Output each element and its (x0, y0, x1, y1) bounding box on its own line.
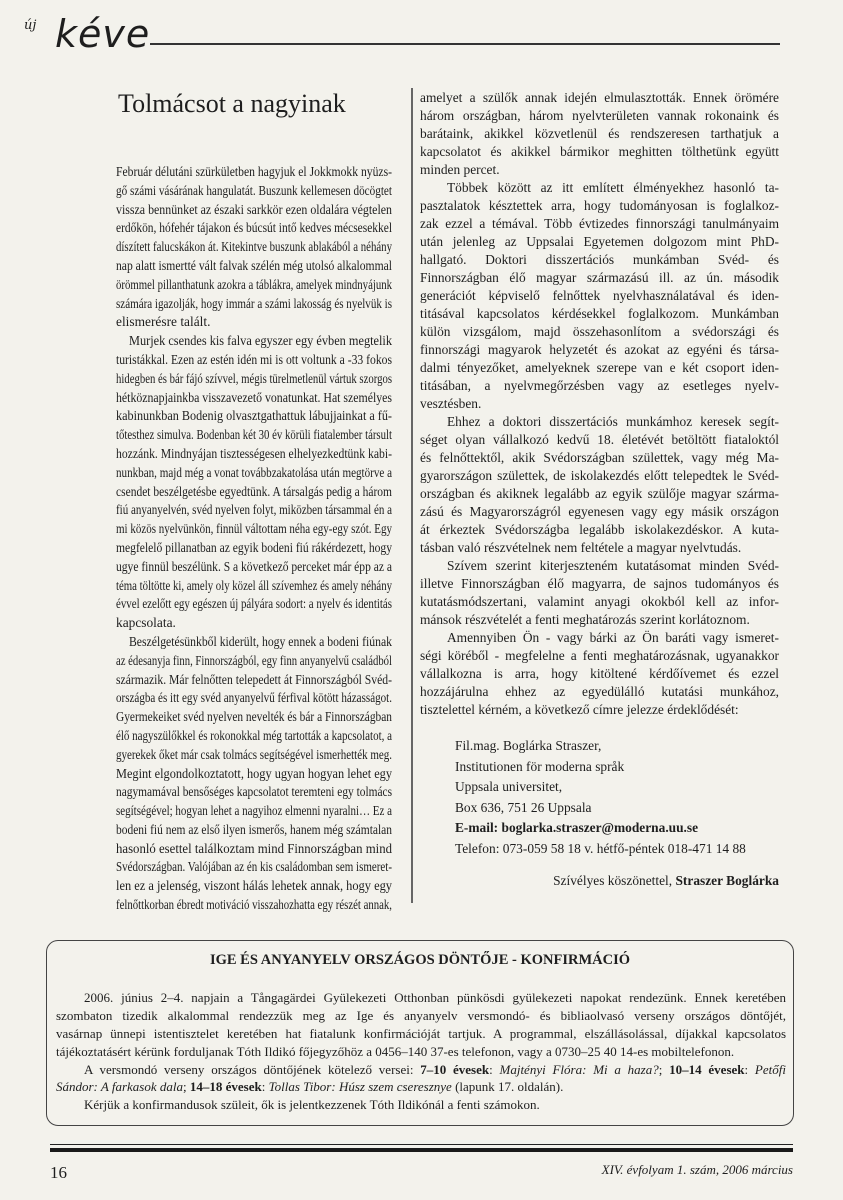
signature-name: Straszer Boglárka (675, 873, 779, 888)
text-line (116, 558, 392, 577)
text-line (420, 251, 779, 269)
text-line (116, 389, 392, 408)
notice-line (56, 1025, 786, 1043)
text-line (116, 182, 392, 201)
text-line (116, 370, 392, 389)
line-text: mánsok részvételét a fenti meghatározás szerint korlátoznom. (420, 612, 750, 627)
text-line (116, 520, 392, 539)
address-postal: Box 636, 751 26 Uppsala (455, 799, 592, 815)
line-text: téma töltötte ki, amely oly közel áll szívemhez és amely néhány (116, 577, 392, 593)
line-text: kabinunkban Bodenig olvasztgathattuk lábujjainkat a fű- (116, 408, 392, 424)
line-text: amelyet a szülők annak idején elmulasztották. Ennek örömére (420, 90, 779, 105)
line-text: segítségével; hogyan lehet a nagyihoz elmenni nyaralni… Ez a (116, 803, 392, 819)
line-text: gő számi vásárának hangulatát. Buszunk kellemesen döcögtet (116, 182, 392, 198)
text-line (420, 359, 779, 377)
text-line (116, 407, 392, 426)
line-text: át érkeztek Svédországba legalább iskolakezdéskor. A kuta- (420, 522, 779, 537)
italic-text: Tollas Tibor: Húsz szem cseresznye (268, 1079, 452, 1095)
line-text: bodeni fiú nem az első ilyen ismerős, hanem még számtalan (116, 821, 392, 837)
text-line (116, 464, 392, 483)
line-text: vesztésben. (420, 396, 482, 411)
text-line (420, 161, 779, 179)
text-line (420, 323, 779, 341)
text: (lapunk 17. oldalán). (451, 1079, 564, 1095)
text: Kérjük a konfirmandusok szüleit, ők is jelentkezzenek Tóth Ildikónál a fenti számokon. (84, 1097, 540, 1113)
notice-line (56, 1043, 786, 1061)
line-text: három országban, három nyelvterületen vannak rokonaink és (420, 108, 779, 123)
text-line (420, 503, 779, 521)
line-text: vissza bennünket az északi sarkkör ezen oldalára végtelen (116, 201, 392, 217)
line-text: országban és akiknek legalább az egyik szülője magyar szárma- (420, 486, 779, 501)
text-line (116, 802, 392, 821)
line-text: Murjek csendes kis falva egyszer egy évben megtelik (129, 333, 392, 349)
text-line (116, 840, 392, 859)
text-line (420, 683, 779, 701)
line-text: külön vizsgálom, majd összehasonlítom a svédországi és (420, 324, 779, 339)
footer-rule-thin (50, 1144, 793, 1145)
line-text: zak ezzel a témával. Több évtizedes finnországi tanulmányaim (420, 216, 779, 231)
text-line (420, 287, 779, 305)
line-text: illetve Finnországban élő magyarra, de sajnos tudományos és (420, 576, 779, 591)
line-text: kutatásmódszertani, valamint anyagi okokból kell az infor- (420, 594, 779, 609)
text-line (116, 219, 392, 238)
text-line (116, 896, 392, 915)
line-text: generációt képviselő felnőttek nyelvhasználatával és iden- (420, 288, 779, 303)
email-label: E-mail: (455, 820, 499, 835)
text-line (116, 257, 392, 276)
text-line (116, 727, 392, 746)
line-text: tőtesthez simulva. Bodenban két 30 év körüli fiatalember társult (116, 427, 392, 443)
text-line (420, 665, 779, 683)
italic-text: Petőfi (754, 1061, 786, 1077)
line-text: Gyermekeiket svéd nyelven nevelték és bár a Finnországban (116, 709, 392, 725)
notice-title: IGE ÉS ANYANYELV ORSZÁGOS DÖNTŐJE - KONFIRMÁCIÓ (209, 952, 631, 968)
text-line (116, 614, 392, 633)
text-line (420, 377, 779, 395)
text-line (116, 445, 392, 464)
text-line (420, 197, 779, 215)
issue-info: XIV. évfolyam 1. szám, 2006 március (601, 1162, 793, 1177)
bold-text: 7–10 évesek (420, 1061, 490, 1077)
line-text: ugye finnül beszélünk. S a következő perceket már épp az a (116, 558, 392, 574)
text-line (420, 521, 779, 539)
line-text: Ehhez a doktori disszertációs munkámhoz keresek segít- (447, 414, 779, 429)
text-line (420, 179, 779, 197)
text-line (420, 413, 779, 431)
notice-box (46, 940, 794, 1126)
notice-line (56, 1061, 786, 1079)
text-line (116, 708, 392, 727)
line-text: zású és Magyarországról egyenesen vagy egy másik országon (420, 504, 779, 519)
text-line (420, 647, 779, 665)
text-line (116, 276, 392, 295)
line-text: kapcsolatot és akikkel bármikor meghitten tölthetünk együtt (420, 144, 779, 159)
line-text: dalmi tényezőket, amelyeknek szerepe van e két csoport iden- (420, 360, 779, 375)
text-line (420, 575, 779, 593)
header-rule (150, 43, 780, 45)
line-text: évvel ezelőtt egy egészen új pályára sodort: a nyelv és identitás (116, 596, 392, 612)
text: ; (183, 1079, 190, 1095)
line-text: után jelenleg az Uppsalai Egyetemen dolgozom mint PhD- (420, 234, 779, 249)
text: tájékoztatásért kérünk forduljanak Tóth Ildikó főjegyzőhöz a 0456–140 37-es telefonon, vagy a 0730–25 40 14-es mobiltelefonon. (56, 1043, 735, 1059)
line-text: hétköznapjainkba visszavezető vonatunkat. Hat személyes (116, 389, 392, 405)
line-text: származik. Már felnőtten telepedett át Finnországból Svéd- (116, 671, 392, 687)
line-text: elismerésre talált. (116, 314, 211, 330)
line-text: Február délutáni szürkületben hagyjuk el Jokkmokk nyüzs- (116, 164, 392, 179)
notice-line (56, 1078, 786, 1096)
text-line (116, 783, 392, 802)
notice-body (56, 989, 786, 1114)
line-text: nap alatt ismertté vált falvak szélén még utolsó alkalommal (116, 257, 392, 273)
address-phone: Telefon: 073-059 58 18 v. hétfő-péntek 018-471 14 88 (455, 840, 746, 856)
line-text: ségi köréből - megfelelne a fenti meghatározásnak, ugyanakkor (420, 648, 779, 663)
bold-text: 10–14 évesek (669, 1061, 745, 1077)
text-line (420, 269, 779, 287)
line-text: minden percet. (420, 162, 500, 177)
text-line (116, 577, 392, 596)
text-line (420, 449, 779, 467)
line-text: hallgató. Doktori disszertációs munkámban Svéd- és (420, 252, 779, 267)
line-text: hidegben és bár fájó szívvel, mégis türelmetlenül vártuk szorgos (116, 370, 392, 386)
line-text: nagymamával bensőséges kapcsolatot teremteni egy tolmács (116, 784, 392, 800)
article-title: Tolmácsot a nagyinak (118, 89, 346, 118)
text-line (420, 107, 779, 125)
line-text: felnőttkorban ébredt motiváció visszahozhatta egy részét annak, (116, 897, 392, 913)
article-left-column (116, 163, 392, 915)
line-text: Finnországban élő magyar származású ill. az ún. második (420, 270, 779, 285)
address-university: Uppsala universitet, (455, 779, 563, 794)
footer-rule-thick (50, 1148, 793, 1152)
text-line (116, 351, 392, 370)
text-line (116, 163, 392, 182)
text-line (420, 467, 779, 485)
logo-prefix: új (24, 18, 37, 33)
text: A versmondó verseny országos döntőjének kötelező versei: (84, 1061, 421, 1077)
italic-text: Sándor: A farkasok dala (56, 1079, 183, 1095)
line-text: gyarországon születtek, de iskolakezdés előtt telepedtek le Svéd- (420, 468, 779, 483)
line-text: Megint elgondolkoztatott, hogy ugyan hogyan lehet egy (116, 765, 392, 781)
text-line (116, 689, 392, 708)
line-text: barátaink, akikkel közvetlenül és rendszeresen tarthatjuk a (420, 126, 779, 141)
text-line (116, 483, 392, 502)
text-line (420, 557, 779, 575)
text-line (116, 858, 392, 877)
text-line (116, 595, 392, 614)
text-line (420, 485, 779, 503)
text-line (116, 652, 392, 671)
line-text: turistákkal. Ezen az estén idén mi is ott voltunk a -33 fokos (116, 351, 392, 367)
line-text: élő nagyszülőkkel és rokonokkal még tartották a kapcsolatot, a (116, 727, 392, 743)
text-line (116, 765, 392, 784)
text: vasárnap ünnepi istentisztelet keretében hat fiatalunk konfirmációját tartjuk. A programmal, elszállásolással, díjakkal kapcsolatos (56, 1025, 786, 1041)
line-text: mi közös nyelvünkön, finnül váltottam néha egy-egy szót. Egy (116, 521, 392, 537)
text-line (420, 215, 779, 233)
line-text: finnországi magyarok helyzetét és azokat az egyéni és társa- (420, 342, 779, 357)
text-line (420, 593, 779, 611)
bold-text: 14–18 évesek (189, 1079, 262, 1095)
text-line (116, 313, 392, 332)
text-line (420, 305, 779, 323)
text: : (744, 1061, 755, 1077)
text-line (420, 233, 779, 251)
text-line (420, 539, 779, 557)
line-text: számára igazolják, hogy immár a számi lakosság és nyelvük is (116, 295, 392, 311)
notice-line (56, 989, 786, 1007)
line-text: Szívem szerint kiterjeszteném kutatásomat minden Svéd- (447, 558, 779, 573)
address-institution: Institutionen för moderna språk (455, 758, 625, 774)
text-line (116, 633, 392, 652)
line-text: fiú anyanyelvén, svéd nyelven folyt, miközben társammal én a (116, 502, 392, 518)
text: : (489, 1061, 500, 1077)
line-text: csendet beszélgetésbe egyedtünk. A társalgás pedig a három (116, 483, 392, 499)
line-text: gyerekek őket már csak tolmács segítségével ismerhették meg. (116, 746, 392, 762)
closing-signature (553, 873, 779, 889)
text-line (420, 341, 779, 359)
line-text: kapcsolata. (116, 615, 176, 631)
text-line (420, 701, 779, 719)
line-text: Svédországban. Valójában az én kis családomban sem ismeret- (116, 859, 392, 875)
address-email-line (455, 818, 746, 839)
address-name: Fil.mag. Boglárka Straszer, (455, 738, 602, 753)
text-line (116, 238, 392, 257)
line-text: hozzájárulna ehhez az egyedülálló kutatási munkához, (420, 684, 779, 699)
text-line (116, 539, 392, 558)
page-number: 16 (50, 1163, 67, 1182)
italic-text: Majtényi Flóra: Mi a haza? (499, 1061, 659, 1077)
line-text: séget olyan vállalkozó kedvű 18. életévét betöltött fiataloktól (420, 432, 779, 447)
line-text: országba és itt egy svéd anyanyelvű férfival kötött házasságot. (116, 690, 392, 706)
text-line (116, 426, 392, 445)
text-line (116, 295, 392, 314)
text: 2006. június 2–4. napjain a Tångagärdei Gyülekezeti Otthonban pünkösdi gyülekezeti napokat rendezünk. Ennek keretében (84, 990, 786, 1005)
contact-address (455, 736, 746, 859)
email-link[interactable]: boglarka.straszer@moderna.uu.se (501, 820, 699, 835)
line-text: megfelelő pillanatban az egyik bodeni fiú rákérdezett, hogy (116, 539, 392, 555)
notice-line (56, 1096, 786, 1114)
text-line (420, 143, 779, 161)
text-line (116, 671, 392, 690)
text-line (420, 611, 779, 629)
text-line (420, 125, 779, 143)
line-text: és felnőttektől, akik Svédországban születtek, vagy még Ma- (420, 450, 779, 465)
text-line (420, 629, 779, 647)
text-line (116, 821, 392, 840)
line-text: vállalkozna is arra, hogy kitöltené kérdőívemet és ezzel (420, 666, 779, 681)
text: ; (658, 1061, 670, 1077)
line-text: hasonló esettel találkoztam mind Finnországban mind (116, 840, 392, 856)
line-text: az édesanyja finn, Finnországból, egy finn anyanyelvű családból (116, 652, 392, 668)
text-line (420, 395, 779, 413)
line-text: nunkban, majd még a vonat továbbzakatolása után megtörve a (116, 464, 392, 480)
text-line (420, 431, 779, 449)
text-line (420, 89, 779, 107)
text-line (116, 877, 392, 896)
line-text: len ez a jelenség, viszont hálás lehetek annak, hogy egy (116, 878, 392, 894)
column-divider (411, 88, 413, 903)
text: szombaton tizedik alkalommal rendezzük meg az Ige és anyanyelv versmondó- és bibliaolvasó verseny országos döntőjét, (56, 1007, 786, 1023)
text-line (116, 201, 392, 220)
line-text: hozzánk. Mindnyájan tisztességesen elhelyezkedtünk kabi- (116, 445, 392, 461)
line-text: erdőkön, hófehér tájakon és búcsút intő kedves mécsesekkel (116, 220, 392, 236)
closing-text: Szívélyes köszönettel, (553, 873, 673, 888)
line-text: Beszélgetésünkből kiderült, hogy ennek a bodeni fiúnak (129, 633, 392, 649)
line-text: tásban való részvételnek nem feltétele a magyar nyelvtudás. (420, 540, 742, 555)
text-line (116, 332, 392, 351)
text: : (261, 1079, 269, 1095)
line-text: örömmel pillanthatunk azokra a táblákra, amelyek mindnyájunk (116, 276, 392, 292)
text-line (116, 746, 392, 765)
magazine-logo: kéve (55, 12, 151, 56)
article-right-column (420, 89, 779, 719)
text-line (116, 501, 392, 520)
line-text: pasztalatok késztettek arra, hogy tudományosan is foglalkoz- (420, 198, 779, 213)
notice-line (56, 1007, 786, 1025)
line-text: titásában, a nyelvmegőrzésben vagy az esetleges nyelv- (420, 378, 779, 393)
line-text: tisztelettel kérném, a következő címre jelezze érdeklődését: (420, 702, 739, 717)
line-text: Többek között az itt említett élményekhez hasonló ta- (447, 180, 779, 195)
line-text: titásával kapcsolatos kérdésekkel foglalkozom. Munkámban (420, 306, 779, 321)
line-text: Amennyiben Ön - vagy bárki az Ön baráti vagy ismeret- (447, 630, 779, 645)
line-text: díszített falucskákon át. Kitekintve buszunk ablakából a néhány (116, 239, 392, 255)
